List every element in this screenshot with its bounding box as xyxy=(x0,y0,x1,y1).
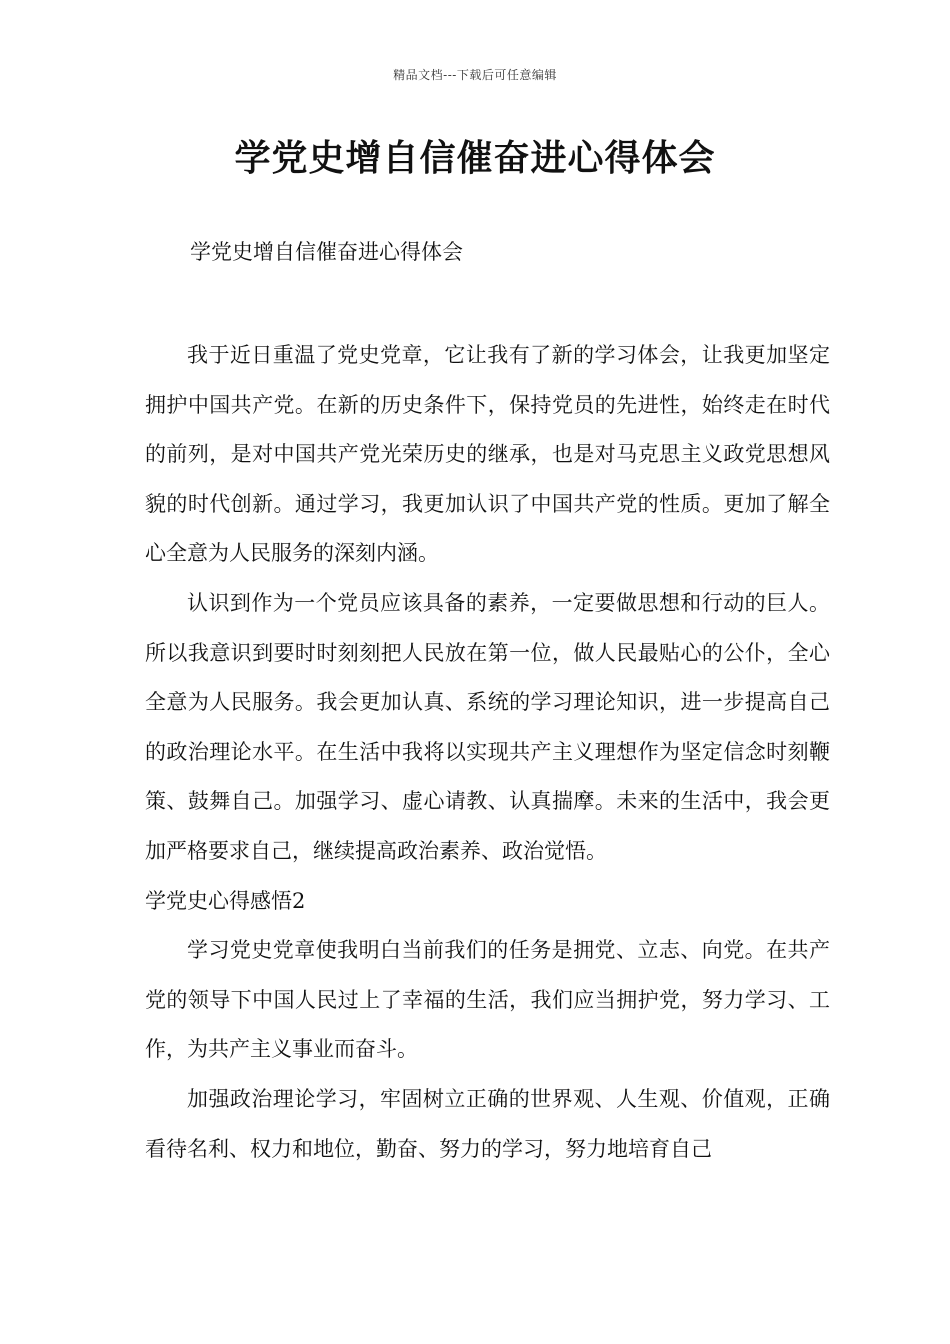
document-body xyxy=(145,331,830,1174)
document-title: 学党史增自信催奋进心得体会 xyxy=(234,138,716,179)
paragraph-1: 我于近日重温了党史党章，它让我有了新的学习体会，让我更加坚定拥护中国共产党。在新的历史条件下，保持党员的先进性，始终走在时代的前列，是对中国共产党光荣历史的继承，也是对马克思主义政党思想风貌的时代创新。通过学习，我更加认识了中国共产党的性质。更加了解全心全意为人民服务的深刻内涵。 xyxy=(145,343,830,566)
section-heading: 学党史心得感悟2 xyxy=(145,888,306,913)
header-note: 精品文档---下载后可任意编辑 xyxy=(393,68,557,82)
paragraph-4: 加强政治理论学习，牢固树立正确的世界观、人生观、价值观，正确看待名利、权力和地位，勤奋、努力的学习，努力地培育自己 xyxy=(145,1086,830,1161)
paragraph-2: 认识到作为一个党员应该具备的素养，一定要做思想和行动的巨人。所以我意识到要时时刻刻把人民放在第一位，做人民最贴心的公仆，全心全意为人民服务。我会更加认真、系统的学习理论知识，进一步提高自己的政治理论水平。在生活中我将以实现共产主义理想作为坚定信念时刻鞭策、鼓舞自己。加强学习、虚心请教、认真揣摩。未来的生活中，我会更加严格要求自己，继续提高政治素养、政治觉悟。 xyxy=(145,590,830,863)
document-subtitle: 学党史增自信催奋进心得体会 xyxy=(190,240,463,264)
paragraph-3: 学习党史党章使我明白当前我们的任务是拥党、立志、向党。在共产党的领导下中国人民过上了幸福的生活，我们应当拥护党，努力学习、工作，为共产主义事业而奋斗。 xyxy=(145,938,830,1062)
